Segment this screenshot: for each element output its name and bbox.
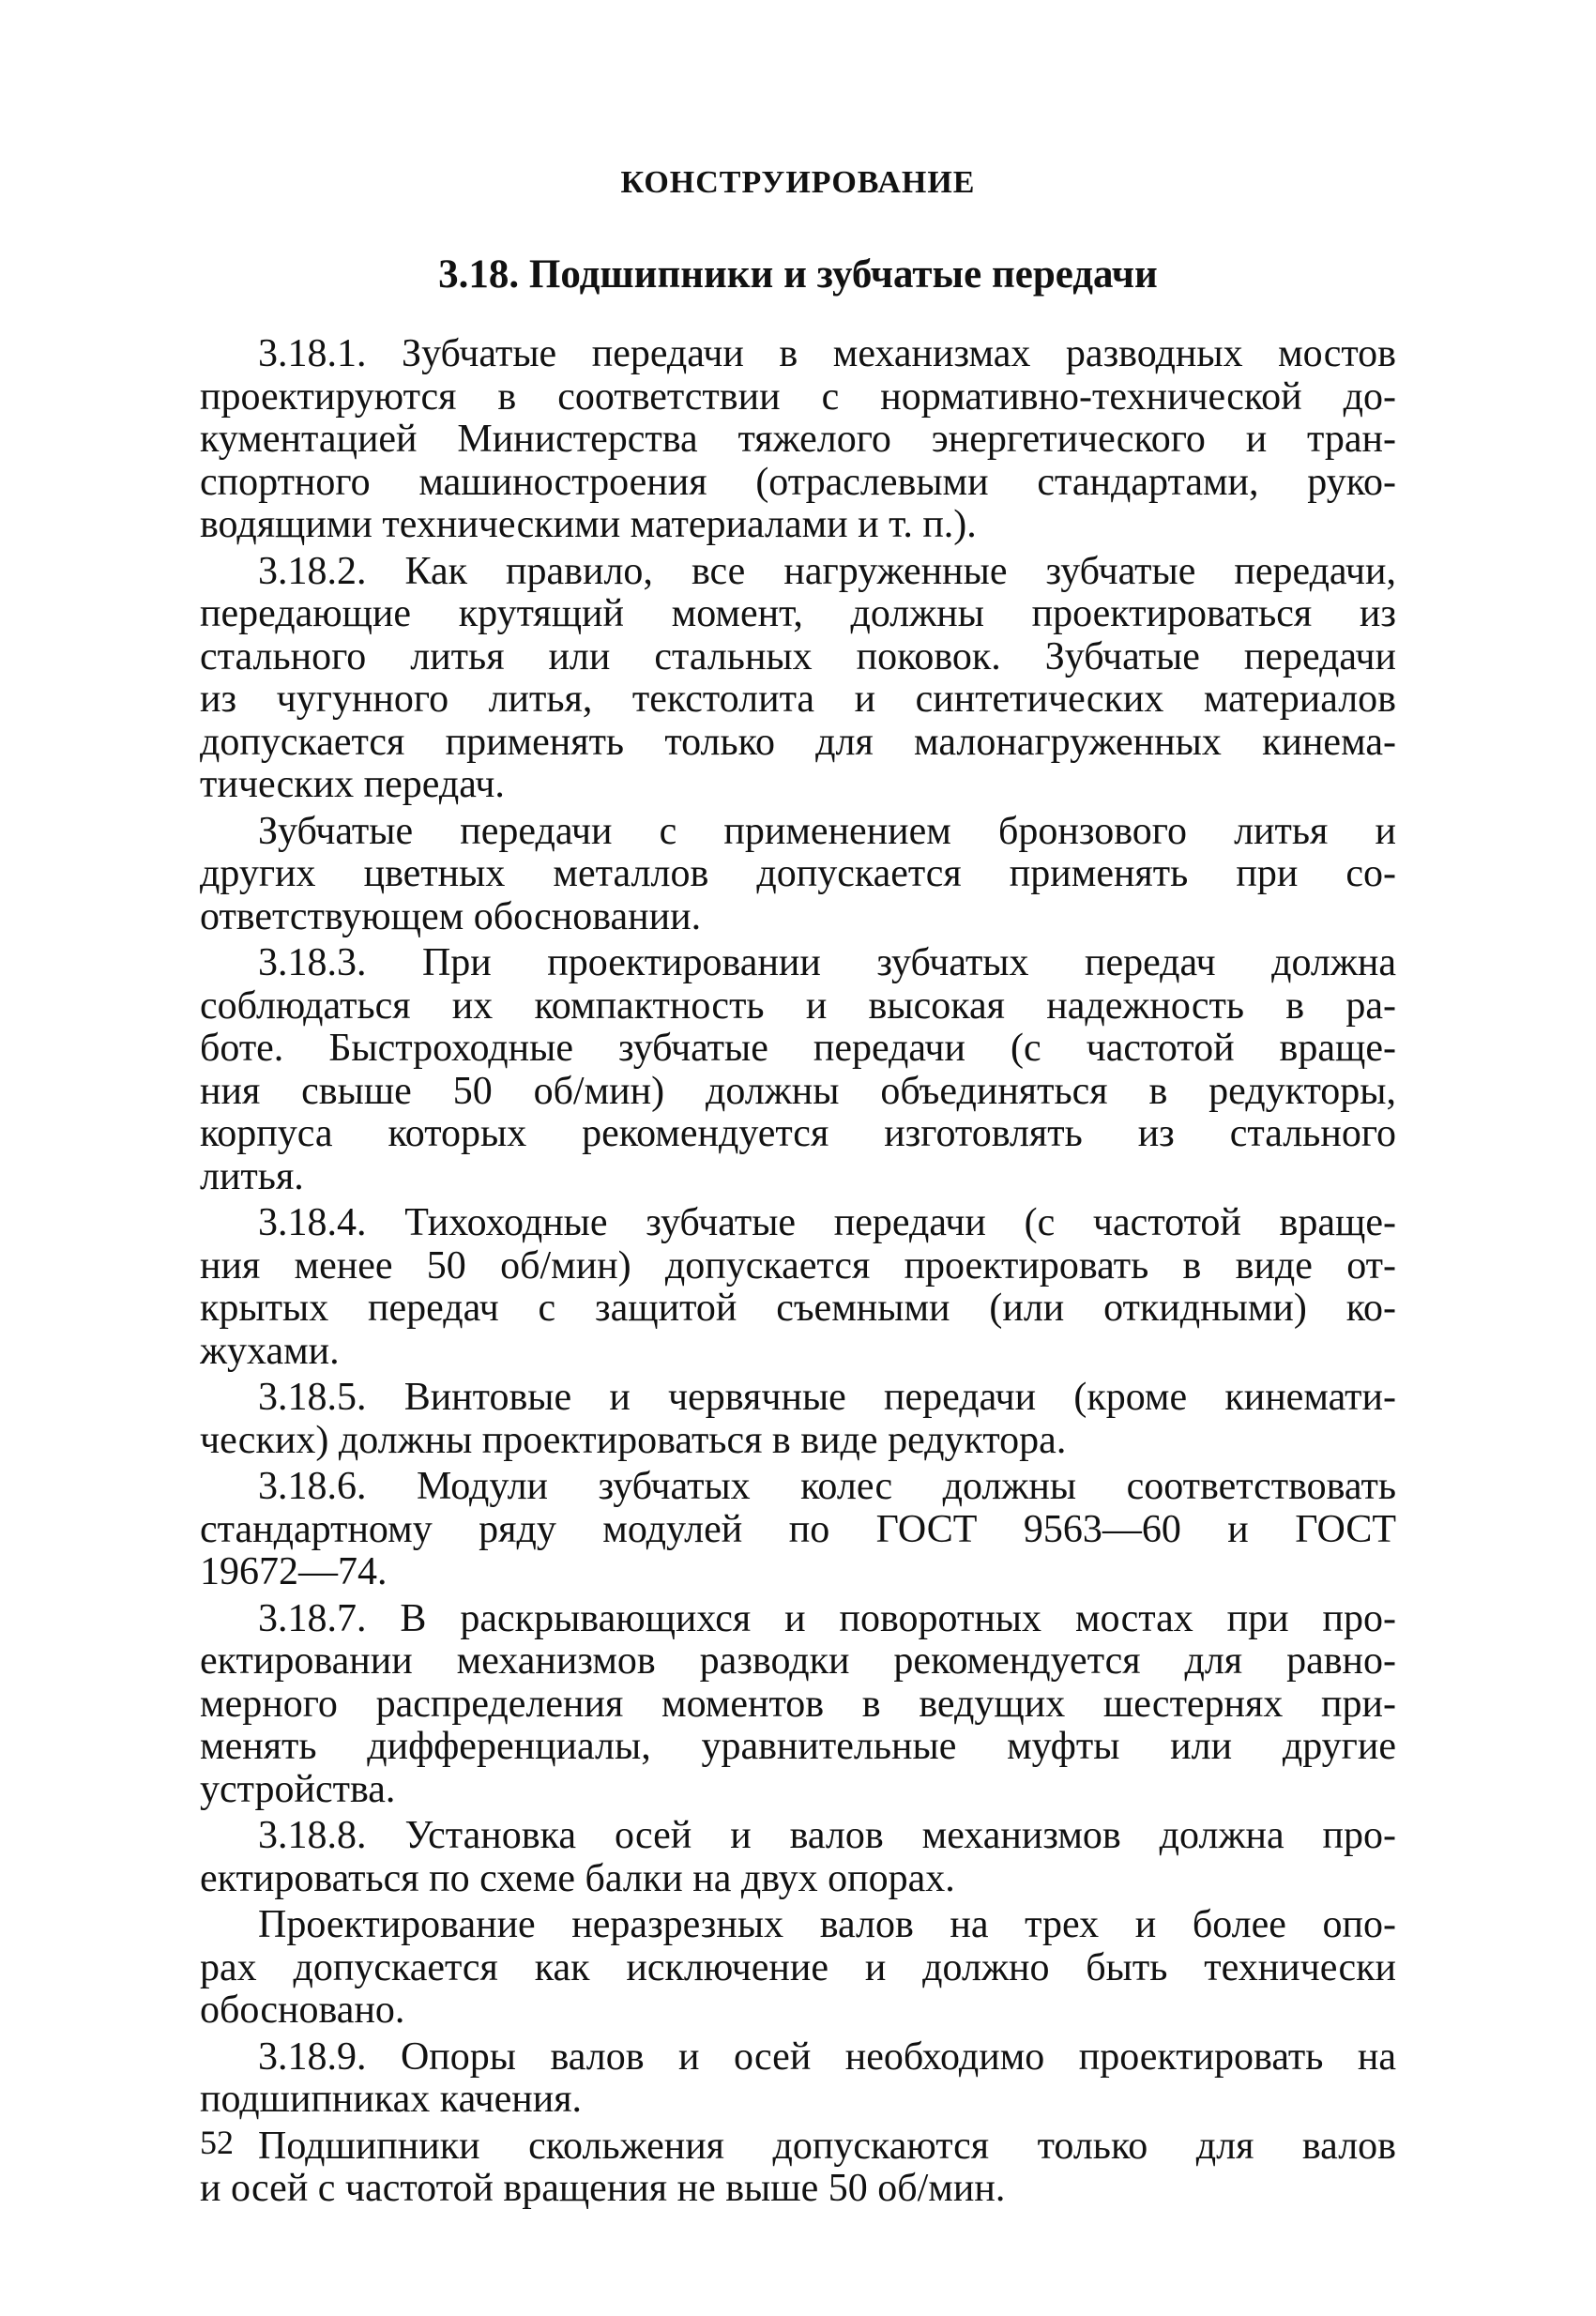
paragraph-3-18-6 [200,1466,1396,1594]
paragraph-line: 3.18.8. Установка осей и валов механизмов должна про- [258,1815,1396,1857]
paragraph-line: подшипниках качения. [200,2079,583,2121]
paragraph-line: устройства. [200,1768,396,1811]
paragraph-line: Подшипники скольжения допускаются только для валов [258,2125,1396,2168]
paragraph-line: жухами. [200,1330,340,1373]
paragraph-line: менять дифференциалы, уравнительные муфты или другие [200,1726,1396,1768]
paragraph-line: других цветных металлов допускается применять при со- [200,853,1396,895]
paragraph-3-18-2 [200,551,1396,807]
paragraph-line: кументацией Министерства тяжелого энергетического и тран- [200,419,1396,461]
paragraph-line: 3.18.3. При проектировании зубчатых передач должна [258,942,1396,984]
body-text [200,333,1396,2211]
paragraph-3-18-2-continued [200,811,1396,939]
subsection-title: 3.18. Подшипники и зубчатые передачи [438,252,1158,297]
paragraph-3-18-1 [200,333,1396,547]
paragraph-3-18-3 [200,942,1396,1198]
paragraph-3-18-5 [200,1377,1396,1462]
paragraph-line: 19672—74. [200,1551,388,1593]
paragraph-line: проектируются в соответствии с нормативно-технической до- [200,375,1396,419]
paragraph-3-18-8-continued [200,1904,1396,2033]
paragraph-line: 3.18.7. В раскрывающихся и поворотных мостах при про- [258,1597,1396,1640]
paragraph-3-18-9 [200,2036,1396,2122]
paragraph-line: 3.18.6. Модули зубчатых колес должны соответствовать [258,1466,1396,1508]
paragraph-line: ческих) должны проектироваться в виде редуктора. [200,1419,1067,1462]
paragraph-line: стального литья или стальных поковок. Зубчатые передачи [200,635,1396,678]
paragraph-line: крытых передач с защитой съемными (или откидными) ко- [200,1288,1396,1330]
section-title: КОНСТРУИРОВАНИЕ [620,165,976,200]
paragraph-line: ектировании механизмов разводки рекомендуется для равно- [200,1640,1396,1683]
paragraph-line: 3.18.4. Тихоходные зубчатые передачи (с частотой враще- [258,1202,1396,1244]
paragraph-3-18-9-continued [200,2126,1396,2211]
paragraph-3-18-4 [200,1202,1396,1373]
paragraph-line: передающие крутящий момент, должны проектироваться из [200,593,1396,635]
paragraph-line: спортного машиностроения (отраслевыми стандартами, руко- [200,461,1396,504]
paragraph-line: 3.18.2. Как правило, все нагруженные зубчатые передачи, [258,550,1396,593]
paragraph-line: тических передач. [200,764,505,806]
paragraph-line: 3.18.5. Винтовые и червячные передачи (кроме кинемати- [258,1377,1396,1419]
paragraph-line: ния свыше 50 об/мин) должны объединяться в редукторы, [200,1070,1396,1113]
paragraph-line: соблюдаться их компактность и высокая надежность в ра- [200,984,1396,1028]
paragraph-line: обосновано. [200,1989,405,2032]
paragraph-line: водящими техническими материалами и т. п.). [200,504,977,546]
paragraph-line: 3.18.1. Зубчатые передачи в механизмах разводных мостов [258,333,1396,375]
paragraph-line: мерного распределения моментов в ведущих шестернях при- [200,1683,1396,1726]
paragraph-line: Зубчатые передачи с применением бронзового литья и [258,810,1396,853]
paragraph-line: ния менее 50 об/мин) допускается проектировать в виде от- [200,1244,1396,1288]
paragraph-line: ектироваться по схеме балки на двух опорах. [200,1857,955,1900]
paragraph-line: и осей с частотой вращения не выше 50 об/мин. [200,2168,1006,2210]
paragraph-line: допускается применять только для малонагруженных кинема- [200,721,1396,764]
paragraph-line: стандартному ряду модулей по ГОСТ 9563—60 и ГОСТ [200,1508,1396,1551]
paragraph-line: из чугунного литья, текстолита и синтетических материалов [200,678,1396,721]
paragraph-line: 3.18.9. Опоры валов и осей необходимо проектировать на [258,2035,1396,2079]
paragraph-3-18-7 [200,1598,1396,1812]
page-number: 52 [200,2124,234,2161]
paragraph-line: боте. Быстроходные зубчатые передачи (с частотой враще- [200,1028,1396,1070]
paragraph-line: литья. [200,1155,304,1198]
paragraph-line: рах допускается как исключение и должно быть технически [200,1946,1396,1989]
paragraph-line: Проектирование неразрезных валов на трех и более опо- [258,1904,1396,1946]
paragraph-line: ответствующем обосновании. [200,895,702,938]
paragraph-line: корпуса которых рекомендуется изготовлять из стального [200,1113,1396,1155]
paragraph-3-18-8 [200,1815,1396,1900]
